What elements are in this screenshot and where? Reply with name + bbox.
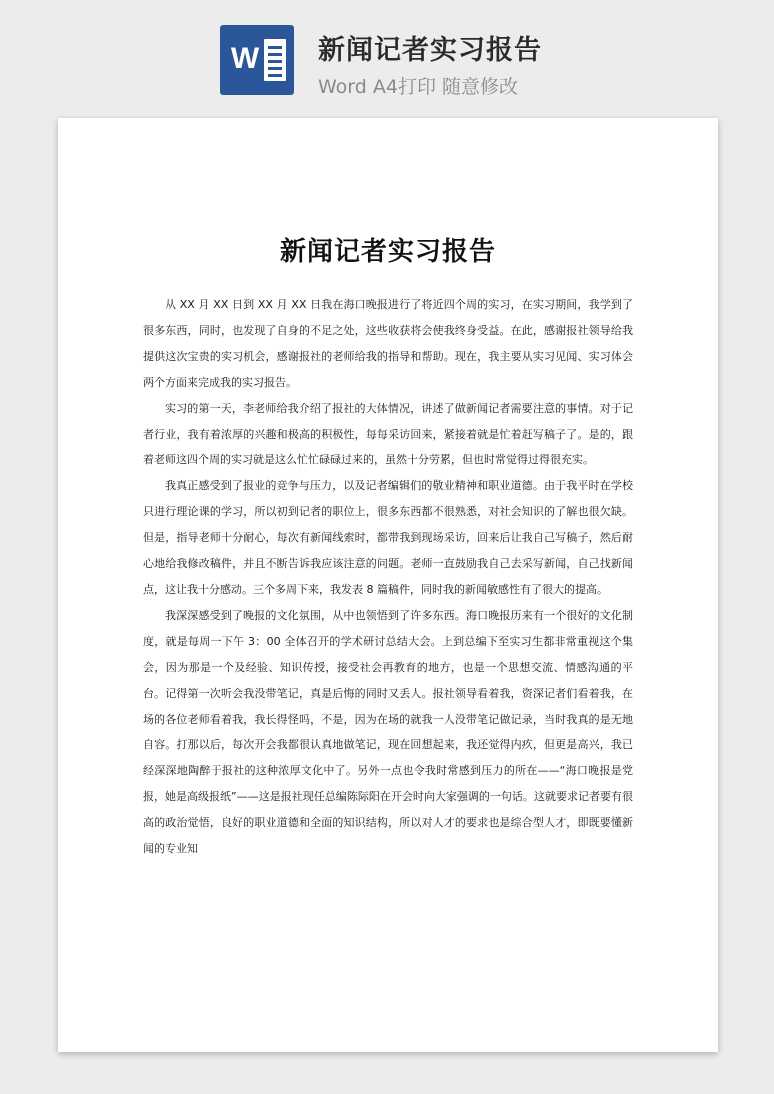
paragraph: 我真正感受到了报业的竞争与压力，以及记者编辑们的敬业精神和职业道德。由于我平时在学校只进行理论课的学习，所以初到记者的职位上，很多东西都不很熟悉，对社会知识的了解也很欠缺。但是，指导老师十分耐心，每次有新闻线索时，都带我到现场采访，回来后让我自己写稿子，然后耐心地给我修改稿件，并且不断告诉我应该注意的问题。老师一直鼓励我自己去采写新闻，自己找新闻点，这让我十分感动。三个多周下来，我发表 8 篇稿件，同时我的新闻敏感性有了很大的提高。 [143, 479, 633, 596]
word-icon-document [264, 39, 286, 81]
header-title: 新闻记者实习报告 [318, 35, 542, 66]
word-icon [220, 25, 294, 95]
paragraph: 我深深感受到了晚报的文化氛围，从中也领悟到了许多东西。海口晚报历来有一个很好的文化制度，就是每周一下午 3：00 全体召开的学术研讨总结大会。上到总编下至实习生都非常重视这个集会，因为那是一个及经验、知识传授，接受社会再教育的地方，也是一个思想交流、情感沟通的平台。记得第一次听会我没带笔记，真是后悔的同时又丢人。报社领导看着我，资深记者们看着我，在场的各位老师看着我，我长得怪吗，不是，因为在场的就我一人没带笔记做记录，当时我真的是无地自容。打那以后，每次开会我都很认真地做笔记，现在回想起来，我还觉得内疚，但更是高兴，我已经深深地陶醉于报社的这种浓厚文化中了。另外一点也令我时常感到压力的所在——“海口晚报是党报，她是高级报纸”——这是报社现任总编陈际阳在开会时向大家强调的一句话。这就要求记者要有很高的政治觉悟，良好的职业道德和全面的知识结构，所以对人才的要求也是综合型人才，即既要懂新闻的专业知 [143, 608, 633, 856]
paragraph: 从 XX 月 XX 日到 XX 月 XX 日我在海口晚报进行了将近四个周的实习，在实习期间，我学到了很多东西，同时，也发现了自身的不足之处，这些收获将会使我终身受益。在此，感谢报社领导给我提供这次宝贵的实习机会，感谢报社的老师给我的指导和帮助。现在，我主要从实习见闻、实习体会两个方面来完成我的实习报告。 [143, 298, 633, 389]
document-body [143, 292, 633, 862]
header-banner [0, 0, 774, 118]
document-title: 新闻记者实习报告 [279, 237, 496, 267]
word-icon-letter: W [230, 42, 260, 75]
document-page [58, 118, 718, 1052]
paragraph: 实习的第一天，李老师给我介绍了报社的大体情况，讲述了做新闻记者需要注意的事情。对于记者行业，我有着浓厚的兴趣和极高的积极性，每每采访回来，紧接着就是忙着赶写稿子了。是的，跟着老师这四个周的实习就是这么忙忙碌碌过来的，虽然十分劳累，但也时常觉得过得很充实。 [143, 401, 633, 467]
header-subtitle: Word A4打印 随意修改 [318, 76, 519, 98]
